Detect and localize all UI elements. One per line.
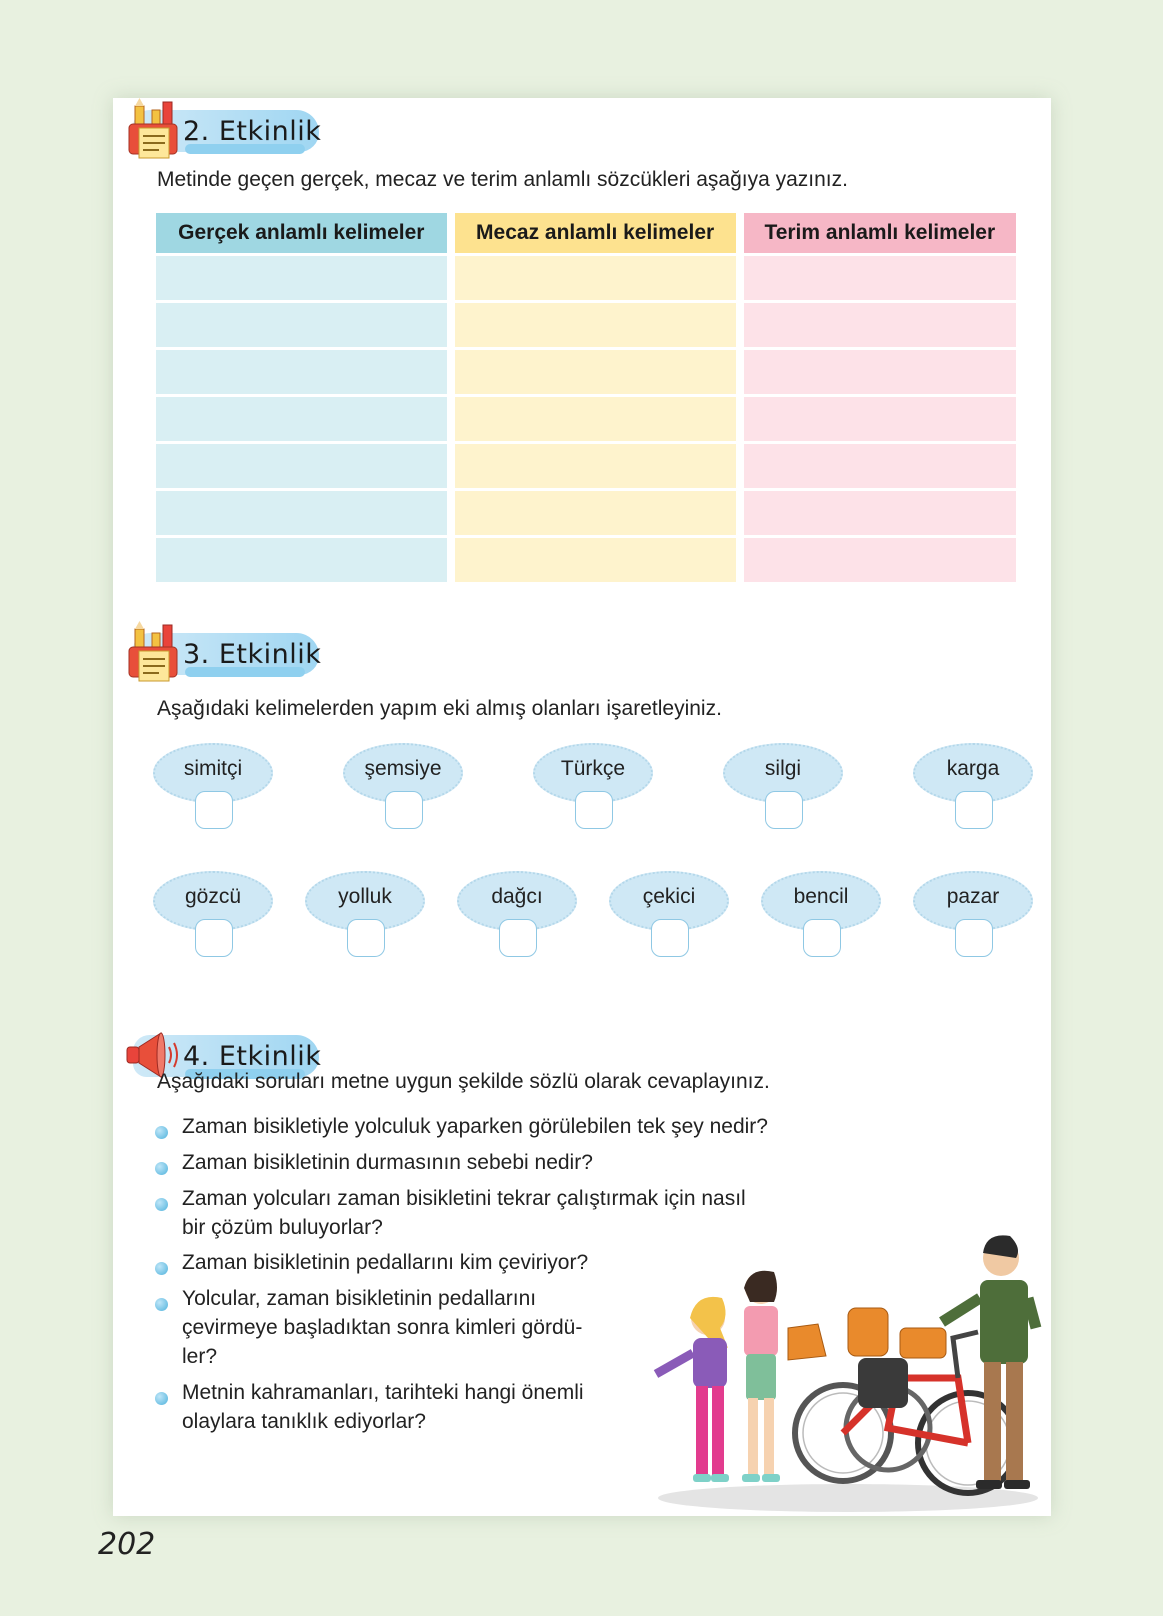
answer-cell[interactable] [455,350,736,394]
table-row [156,444,1016,488]
question-item: Zaman bisikletinin durmasının sebebi nedir? [182,1151,593,1174]
bullet-icon [155,1298,168,1311]
answer-cell[interactable] [744,350,1016,394]
question-item: Metnin kahramanları, tarihteki hangi önemli olaylara tanıklık ediyorlar? [182,1381,584,1433]
answer-cell[interactable] [744,397,1016,441]
answer-cell[interactable] [744,303,1016,347]
activity-2-instruction: Metinde geçen gerçek, mecaz ve terim anlamlı sözcükleri aşağıya yazınız. [157,168,848,191]
checkbox[interactable] [195,791,233,829]
answer-cell[interactable] [156,256,447,300]
activity-4-instruction: Aşağıdaki soruları metne uygun şekilde sözlü olarak cevaplayınız. [157,1070,770,1093]
checkbox[interactable] [575,791,613,829]
table-row [156,303,1016,347]
word-bubble: bencil [761,871,881,963]
answer-cell[interactable] [156,350,447,394]
word-bubble: silgi [723,743,843,835]
word-meaning-table [148,210,1024,585]
activity-3-badge [125,621,325,691]
bullet-icon [155,1126,168,1139]
word-bubble: şemsiye [343,743,463,835]
checkbox[interactable] [499,919,537,957]
activity-4-title: 4. Etkinlik [183,1041,322,1072]
answer-cell[interactable] [156,303,447,347]
answer-cell[interactable] [455,397,736,441]
pencil-cup-icon [125,621,185,687]
table-row [156,538,1016,582]
bullet-icon [155,1262,168,1275]
word-bubble: çekici [609,871,729,963]
pencil-cup-icon [125,98,185,164]
column-header-term: Terim anlamlı kelimeler [744,213,1016,253]
column-header-figurative: Mecaz anlamlı kelimeler [455,213,736,253]
table-row [156,491,1016,535]
answer-cell[interactable] [156,491,447,535]
answer-cell[interactable] [455,303,736,347]
table-row [156,350,1016,394]
checkbox[interactable] [803,919,841,957]
answer-cell[interactable] [156,397,447,441]
table-row [156,397,1016,441]
answer-cell[interactable] [455,444,736,488]
page-number: 202 [98,1527,156,1562]
activity-3-instruction: Aşağıdaki kelimelerden yapım eki almış olanları işaretleyiniz. [157,697,722,720]
checkbox[interactable] [955,919,993,957]
answer-cell[interactable] [455,256,736,300]
question-item: Zaman bisikletiyle yolculuk yaparken görülebilen tek şey nedir? [182,1115,768,1138]
checkbox[interactable] [765,791,803,829]
question-item: Zaman yolcuları zaman bisikletini tekrar çalıştırmak için nasıl bir çözüm buluyorlar? [182,1187,746,1239]
word-bubble: karga [913,743,1033,835]
bullet-icon [155,1392,168,1405]
answer-cell[interactable] [156,538,447,582]
answer-cell[interactable] [744,256,1016,300]
answer-cell[interactable] [156,444,447,488]
word-bubble: pazar [913,871,1033,963]
checkbox[interactable] [385,791,423,829]
answer-cell[interactable] [744,491,1016,535]
word-bubble: simitçi [153,743,273,835]
column-header-literal: Gerçek anlamlı kelimeler [156,213,447,253]
bullet-icon [155,1162,168,1175]
answer-cell[interactable] [744,444,1016,488]
answer-cell[interactable] [455,538,736,582]
workbook-page [113,98,1051,1516]
bullet-icon [155,1198,168,1211]
checkbox[interactable] [955,791,993,829]
activity-3-title: 3. Etkinlik [183,639,322,670]
table-row [156,256,1016,300]
activity-2-badge [125,98,325,168]
checkbox[interactable] [195,919,233,957]
answer-cell[interactable] [744,538,1016,582]
time-bicycle-illustration [638,1228,1043,1518]
question-item: Yolcular, zaman bisikletinin pedallarını çevirmeye başladıktan sonra kimleri gördü-ler? [182,1287,583,1368]
answer-cell[interactable] [455,491,736,535]
activity-2-title: 2. Etkinlik [183,116,322,147]
checkbox[interactable] [347,919,385,957]
word-bubble: dağcı [457,871,577,963]
checkbox[interactable] [651,919,689,957]
word-bubble: yolluk [305,871,425,963]
word-bubble: gözcü [153,871,273,963]
word-bubble: Türkçe [533,743,653,835]
question-item: Zaman bisikletinin pedallarını kim çeviriyor? [182,1251,589,1274]
